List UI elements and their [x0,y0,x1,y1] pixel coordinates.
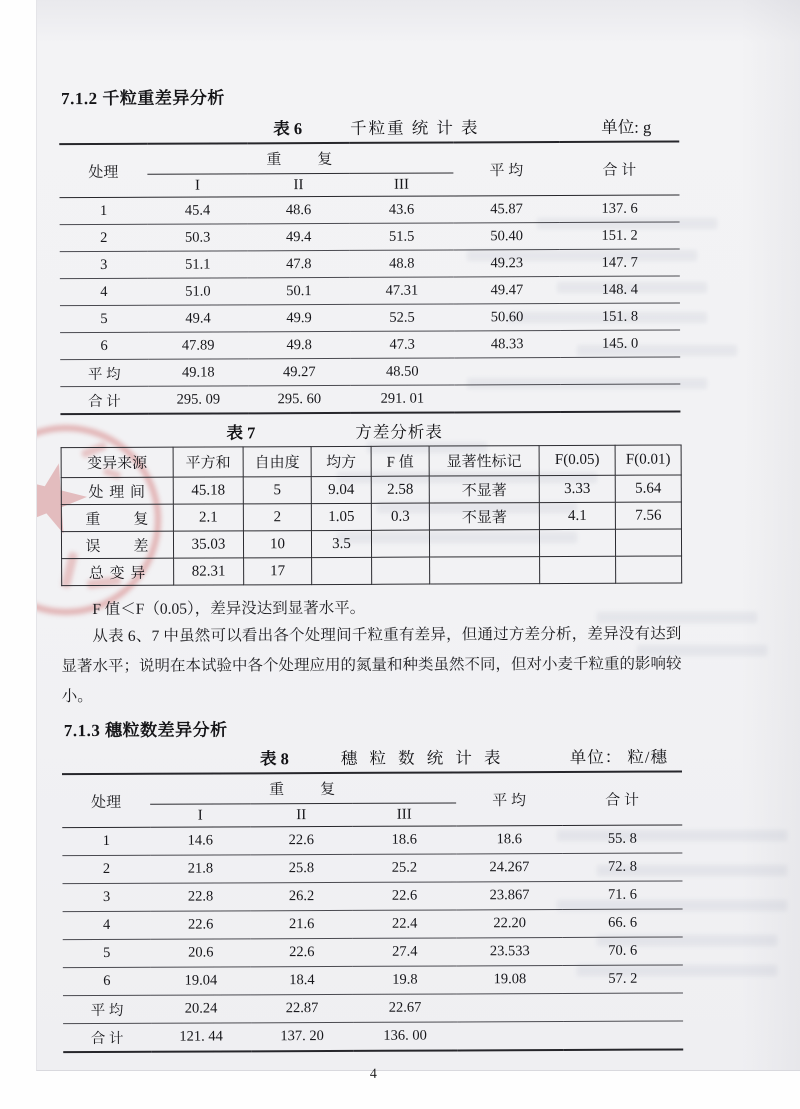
cell: 136. 00 [383,1027,427,1044]
cell: 平 均 [60,359,148,386]
cell: 72. 8 [562,853,682,882]
cell: 5 [60,305,148,332]
cell: 0.3 [371,503,429,530]
cell: 49.23 [454,249,560,276]
cell: 48.8 [350,250,454,277]
cell: 147. 7 [560,249,680,277]
cell: 不显著 [429,476,539,503]
cell: 总 变 异 [62,558,174,585]
cell: 3 [62,883,150,911]
col-treatment: 处理 [88,164,119,181]
cell: 22.6 [250,826,352,854]
section-heading-713: 7.1.3 穗粒数差异分析 [63,720,228,741]
table8-caption [62,743,682,770]
cell: 291. 01 [380,390,425,407]
table-total-row [63,1021,683,1052]
cell: 66. 6 [563,909,683,938]
col-mean: 平 均 [489,162,524,179]
cell: 9.04 [311,476,371,503]
table6-unit-label: 单位: g [601,117,652,137]
cell: 137. 6 [559,195,679,223]
cell: 48.33 [454,330,560,357]
cell: 4 [63,911,151,939]
cell: 45.87 [453,195,559,222]
cell: 51.0 [148,278,248,305]
cell: 22.20 [457,909,563,937]
col-total: 合 计 [605,792,640,809]
cell: 50.60 [454,303,560,330]
col-rep-3: III [393,176,409,193]
table-row [62,881,682,912]
cell [563,1021,683,1050]
table6-caption [59,113,679,140]
table8-header-row [62,771,682,804]
cell: 不显著 [429,503,539,530]
col-rep-1: I [197,807,203,824]
cell [563,993,683,1022]
table7 [61,444,683,586]
cell: 6 [60,332,148,359]
col-repeat: 重 复 [150,772,456,804]
cell: 22.6 [151,911,251,939]
table-mean-row [63,993,683,1024]
cell: 22.6 [352,882,456,910]
page-number: 4 [369,1066,377,1082]
cell: 51.5 [350,223,454,250]
cell: 295. 60 [277,390,322,407]
cell [371,530,429,557]
cell: 70. 6 [563,937,683,966]
cell: 2 [60,224,148,251]
cell: 26.2 [250,882,352,910]
cell: 35.03 [173,531,243,558]
table-row [62,825,682,856]
cell: 22.8 [150,883,250,911]
cell: 51.1 [148,251,248,278]
cell: 71. 6 [562,881,682,910]
cell: 21.8 [150,855,250,883]
col-rep-2: II [296,806,307,823]
cell: 47.8 [248,250,350,277]
f-value-note: F 值＜F（0.05），差异没达到显著水平。 [92,599,366,619]
cell: 20.6 [151,939,251,967]
section-heading-712: 7.1.2 千粒重差异分析 [61,88,225,109]
cell: 5 [63,939,151,967]
cell: 合 计 [90,1030,124,1048]
col-header: 变异来源 [61,447,173,477]
cell: 148. 4 [560,276,680,304]
cell: 151. 2 [560,222,680,250]
cell: 22.4 [353,910,457,938]
table-row [60,249,680,279]
col-rep-3: III [396,806,412,823]
cell: 1.05 [311,503,371,530]
analysis-paragraph: 从表 6、7 中虽然可以看出各个处理间千粒重有差异，但通过方差分析，差异没有达到显著水平；说明在本试验中各个处理应用的氮量和种类虽然不同，但对小麦千粒重的影响较小。 [61,625,682,706]
cell: 43.6 [349,196,453,223]
cell: 23.867 [456,881,562,909]
cell: 48.50 [350,358,454,385]
cell: 5 [243,477,311,504]
cell: 49.27 [248,358,350,385]
table-row [61,475,681,505]
cell [430,557,540,584]
cell [372,557,430,584]
table7-caption-title: 方差分析表 [355,422,443,442]
cell: 18.6 [352,826,456,854]
cell: 22.67 [353,994,457,1022]
cell: 121. 44 [179,1028,223,1045]
cell [560,384,680,412]
cell [560,357,680,385]
table7-caption [60,417,680,444]
cell: 47.3 [350,331,454,358]
cell: 误 差 [61,531,173,558]
table-row [60,222,680,252]
table-row [61,529,681,559]
cell: 137. 20 [280,1028,324,1045]
cell: 50.1 [248,277,350,304]
table-row [62,556,682,586]
cell: 重 复 [61,504,173,531]
cell: 3.33 [539,475,615,502]
cell: 49.4 [248,223,350,250]
cell: 4 [60,278,148,305]
cell [457,1021,563,1050]
col-header: F(0.05) [539,445,615,475]
table8-caption-title: 穗 粒 数 统 计 表 [340,748,505,768]
table-row [63,937,683,968]
cell: 82.31 [174,558,244,585]
cell: 合 计 [88,393,121,410]
cell: 47.89 [148,332,248,359]
col-header: 平方和 [173,447,243,477]
cell: 19.8 [353,966,457,994]
cell: 25.2 [352,854,456,882]
col-header: 自由度 [243,447,311,477]
table6-caption-title: 千粒重 统 计 表 [350,118,480,138]
table-row [60,276,680,306]
cell [457,993,563,1021]
cell: 1 [59,197,147,224]
table-row [59,195,679,225]
table-row [61,502,681,532]
col-header: 均方 [311,446,371,476]
cell: 处 理 间 [61,477,173,504]
table7-header-row [61,445,681,478]
cell: 145. 0 [560,330,680,358]
cell: 10 [243,531,311,558]
cell: 49.18 [148,359,248,386]
cell: 22.87 [251,994,353,1022]
cell: 25.8 [250,854,352,882]
col-treatment: 处理 [91,794,122,811]
cell [615,529,681,556]
table-mean-row [60,357,680,387]
cell: 24.267 [456,853,562,881]
cell: 27.4 [353,938,457,966]
cell: 1 [62,827,150,855]
table6-caption-label: 表 6 [273,119,303,139]
table-row [60,330,680,360]
page-content [59,81,683,1098]
cell: 49.8 [248,331,350,358]
cell: 2.58 [371,476,429,503]
cell: 18.6 [456,825,562,853]
col-repeat: 重 复 [147,142,453,174]
cell: 14.6 [150,827,250,855]
table6-header-row [59,141,679,174]
table8-caption-label: 表 8 [259,749,289,769]
cell [616,556,682,583]
table-row [62,853,682,884]
cell: 55. 8 [562,825,682,854]
cell: 49.47 [454,276,560,303]
cell: 23.533 [457,937,563,965]
cell: 19.04 [151,967,251,995]
cell: 2 [62,855,150,883]
table-row [63,965,683,996]
cell: 6 [63,967,151,995]
cell: 45.4 [147,197,247,224]
cell: 19.08 [457,965,563,993]
col-rep-2: II [293,176,304,193]
table-row [63,909,683,940]
cell: 151. 8 [560,303,680,331]
cell [454,357,560,384]
col-header: F 值 [371,446,429,476]
cell: 47.31 [350,277,454,304]
col-mean: 平 均 [492,792,527,809]
table8 [62,770,683,1053]
cell: 18.4 [251,966,353,994]
cell [454,384,560,412]
cell: 2 [243,504,311,531]
cell [429,530,539,557]
cell: 7.56 [615,502,681,529]
cell: 57. 2 [563,965,683,994]
col-header: F(0.01) [615,445,681,475]
cell: 48.6 [247,196,349,223]
cell: 21.6 [251,910,353,938]
cell: 49.9 [248,304,350,331]
cell [312,557,372,584]
cell: 5.64 [615,475,681,502]
cell: 2.1 [173,504,243,531]
cell: 50.40 [454,222,560,249]
cell [539,529,615,556]
cell: 4.1 [539,502,615,529]
table-total-row [60,384,680,414]
cell: 45.18 [173,477,243,504]
cell: 3.5 [311,530,371,557]
cell: 20.24 [151,995,251,1023]
cell: 49.4 [148,305,248,332]
cell [540,556,616,583]
table6 [59,140,680,415]
table-row [60,303,680,333]
cell: 17 [244,558,312,585]
cell: 52.5 [350,304,454,331]
col-header: 显著性标记 [429,446,539,476]
cell: 平 均 [63,995,151,1023]
table8-unit-label: 单位： 粒/穗 [569,747,668,767]
cell: 50.3 [148,224,248,251]
cell: 295. 09 [176,390,221,408]
col-total: 合 计 [602,162,637,179]
cell: 22.6 [251,938,353,966]
col-rep-1: I [194,177,200,194]
table7-caption-label: 表 7 [226,423,256,443]
cell: 3 [60,251,148,278]
